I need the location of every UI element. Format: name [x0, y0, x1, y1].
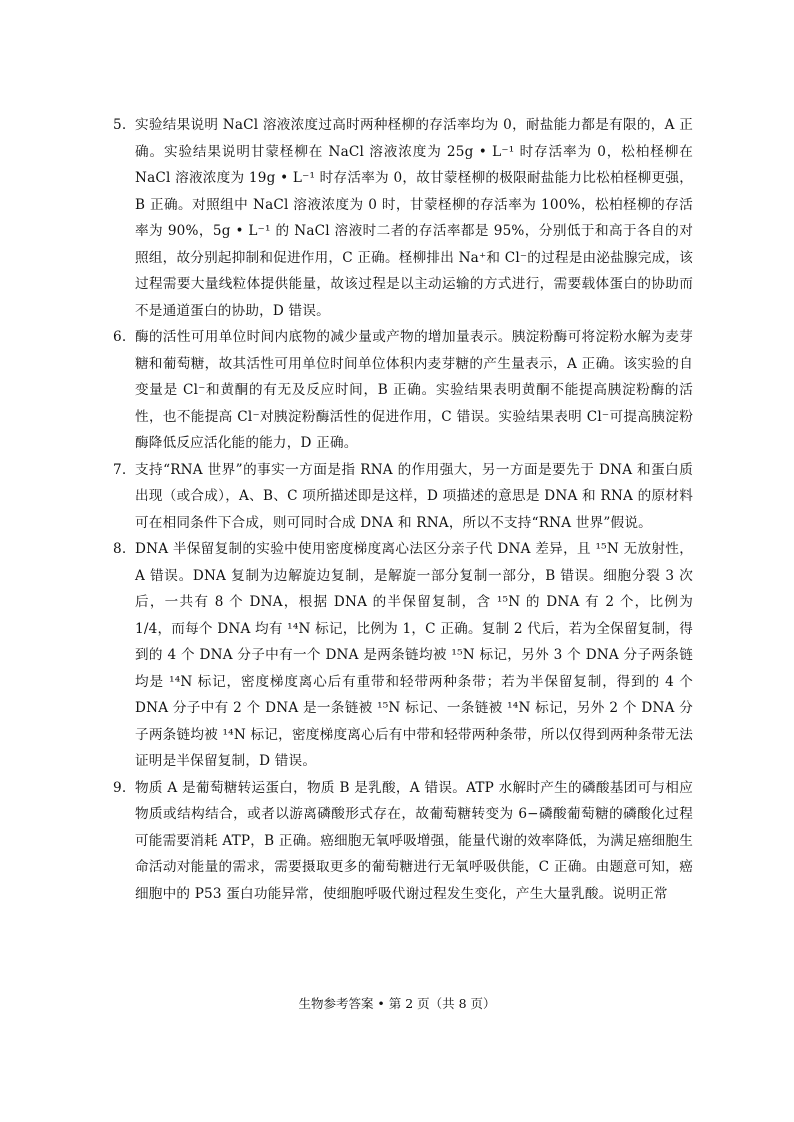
item-number: 9. [113, 779, 127, 796]
item-text: DNA 半保留复制的实验中使用密度梯度离心法区分亲子代 DNA 差异，且 ¹⁵N 无放射性，A 错误。DNA 复制为边解旋边复制，是解旋一部分复制一部分，B 错误。细胞分裂 3 次后，一共有 8 个 DNA，根据 DNA 的半保留复制，含 ¹⁵N 的 DNA 有 2 个，比例为 1/4，而每个 DNA 均有 ¹⁴N 标记，比例为 1，C 正确。复制 2 代后，若为全保留复制，得到的 4 个 DNA 分子中有一个 DNA 是两条链均被 ¹⁵N 标记，另外 3 个 DNA 分子两条链均是 ¹⁴N 标记，密度梯度离心后有重带和轻带两种条带；若为半保留复制，得到的 4 个 DNA 分子中有 2 个 DNA 是一条链被 ¹⁵N 标记、一条链被 ¹⁴N 标记，另外 2 个 DNA 分子两条链均被 ¹⁴N 标记，密度梯度离心后有中带和轻带两种条带，所以仅得到两种条带无法证明是半保留复制，D 错误。 [135, 541, 693, 769]
item-text: 酶的活性可用单位时间内底物的减少量或产物的增加量表示。胰淀粉酶可将淀粉水解为麦芽糖和葡萄糖，故其活性可用单位时间单位体积内麦芽糖的产生量表示，A 正确。该实验的自变量是 Cl⁻和黄酮的有无及反应时间，B 正确。实验结果表明黄酮不能提高胰淀粉酶的活性，也不能提高 Cl⁻对胰淀粉酶活性的促进作用，C 错误。实验结果表明 Cl⁻可提高胰淀粉酶降低反应活化能的能力，D 正确。 [135, 329, 693, 451]
item-number: 7. [113, 461, 127, 478]
answer-item-5 [113, 112, 693, 324]
page-footer: 生物参考答案 • 第 2 页（共 8 页） [298, 996, 496, 1011]
item-text: 实验结果说明 NaCl 溶液浓度过高时两种柽柳的存活率均为 0，耐盐能力都是有限的，A 正确。实验结果说明甘蒙柽柳在 NaCl 溶液浓度为 25g • L⁻¹ 时存活率为 0，松柏柽柳在 NaCl 溶液浓度为 19g • L⁻¹ 时存活率为 0，故甘蒙柽柳的极限耐盐能力比松柏柽柳更强，B 正确。对照组中 NaCl 溶液浓度为 0 时，甘蒙柽柳的存活率为 100%，松柏柽柳的存活率为 90%，5g • L⁻¹ 的 NaCl 溶液时二者的存活率都是 95%，分别低于和高于各自的对照组，故分别起抑制和促进作用，C 正确。柽柳排出 Na⁺和 Cl⁻的过程是由泌盐腺完成，该过程需要大量线粒体提供能量，故该过程是以主动运输的方式进行，需要载体蛋白的协助而不是通道蛋白的协助，D 错误。 [135, 117, 693, 319]
answer-list [113, 112, 693, 907]
answer-item-8 [113, 536, 693, 775]
item-number: 5. [113, 117, 127, 133]
item-number: 6. [113, 329, 127, 345]
answer-item-9 [113, 775, 693, 908]
answer-item-6 [113, 324, 693, 457]
item-text: 支持“RNA 世界”的事实一方面是指 RNA 的作用强大，另一方面是要先于 DNA 和蛋白质出现（或合成），A、B、C 项所描述即是这样，D 项描述的意思是 DNA 和 RNA 的原材料可在相同条件下合成，则可同时合成 DNA 和 RNA，所以不支持“RNA 世界”假说。 [135, 461, 693, 531]
item-number: 8. [113, 541, 127, 557]
answer-item-7 [113, 457, 693, 537]
item-text: 物质 A 是葡萄糖转运蛋白，物质 B 是乳酸，A 错误。ATP 水解时产生的磷酸基团可与相应物质或结构结合，或者以游离磷酸形式存在，故葡萄糖转变为 6−磷酸葡萄糖的磷酸化过程可能需要消耗 ATP，B 正确。癌细胞无氧呼吸增强，能量代谢的效率降低，为满足癌细胞生命活动对能量的需求，需要摄取更多的葡萄糖进行无氧呼吸供能，C 正确。由题意可知，癌细胞中的 P53 蛋白功能异常，使细胞呼吸代谢过程发生变化，产生大量乳酸。说明正常 [135, 779, 693, 902]
